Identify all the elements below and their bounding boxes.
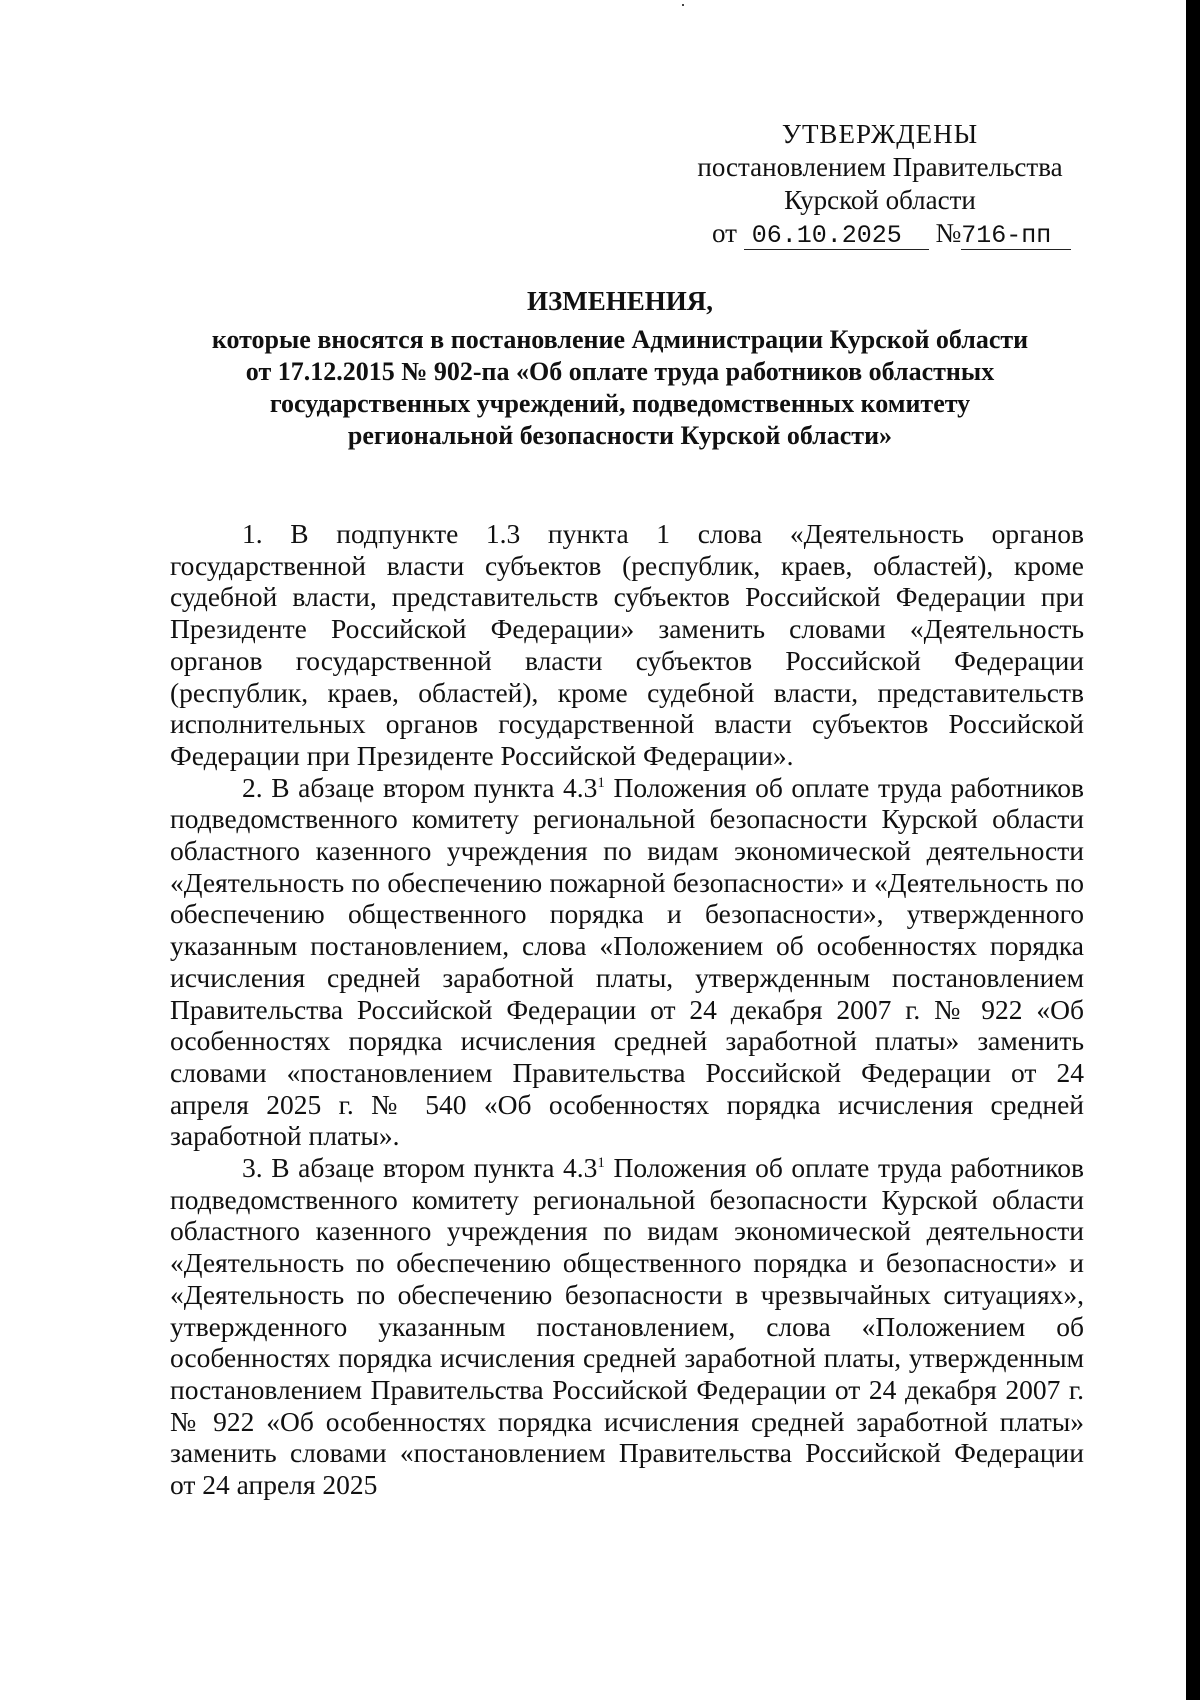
heading-title: ИЗМЕНЕНИЯ, — [526, 286, 713, 316]
paragraph-2-rest: Положения об оплате труда работников подведомственного комитету региональной безопасности Курской области областного казенного учреждения по видам экономической деятельности «Деятельность по обеспечению пожарной безопасности» и «Деятельность по обеспечению общественного порядка и безопасности», утвержденного указанным постановлением, слова «Положением об особенностях порядка исчисления средней заработной платы, утвержденным постановлением Правительства Российской Федерации от 24 декабря 2007 г. № 922 «Об особенностях порядка исчисления средней заработной платы» заменить словами «постановлением Правительства Российской Федерации от 24 апреля 2025 г. № 540 «Об особенностях порядка исчисления средней заработной платы». — [170, 771, 1084, 1152]
date-prefix: от — [712, 218, 737, 248]
paragraph-2-start: 2. В абзаце втором пункта 4.3 — [242, 771, 598, 803]
heading-line-3: государственных учреждений, подведомственных комитету — [269, 389, 971, 418]
approval-date-line — [660, 217, 1100, 250]
approval-title: УТВЕРЖДЕНЫ — [781, 119, 979, 149]
approval-date: 06.10.2025 — [744, 223, 929, 250]
approval-stamp — [660, 118, 1100, 250]
scan-speck — [682, 4, 684, 6]
approval-line-2: Курской области — [784, 185, 976, 215]
document-heading — [150, 285, 1090, 452]
superscript: 1 — [597, 1154, 605, 1171]
number-prefix: № — [935, 218, 962, 248]
heading-line-4: региональной безопасности Курской области» — [347, 421, 893, 450]
approval-line-1: постановлением Правительства — [697, 152, 1063, 182]
paragraph-3 — [170, 1152, 1084, 1501]
heading-line-1: которые вносятся в постановление Администрации Курской области — [211, 325, 1029, 354]
paragraph-2 — [170, 772, 1084, 1152]
approval-number: 716-пп — [961, 223, 1071, 250]
document-body — [170, 518, 1084, 1501]
heading-line-2: от 17.12.2015 № 902-па «Об оплате труда работников областных — [245, 357, 995, 386]
paragraph-1: 1. В подпункте 1.3 пункта 1 слова «Деятельность органов государственной власти субъектов (республик, краев, областей), кроме судебной власти, представительств субъектов Российской Федерации при Президенте Российской Федерации» заменить словами «Деятельность органов государственной власти субъектов Российской Федерации (республик, краев, областей), кроме судебной власти, представительств исполнительных органов государственной власти субъектов Российской Федерации при Президенте Российской Федерации». — [170, 518, 1084, 771]
paragraph-3-start: 3. В абзаце втором пункта 4.3 — [242, 1152, 598, 1184]
superscript: 1 — [597, 774, 605, 791]
paragraph-3-rest: Положения об оплате труда работников подведомственного комитету региональной безопасности Курской области областного казенного учреждения по видам экономической деятельности «Деятельность по обеспечению общественного порядка и безопасности» и «Деятельность по обеспечению безопасности в чрезвычайных ситуациях», утвержденного указанным постановлением, слова «Положением об особенностях порядка исчисления средней заработной платы, утвержденным постановлением Правительства Российской Федерации от 24 декабря 2007 г. № 922 «Об особенностях порядка исчисления средней заработной платы» заменить словами «постановлением Правительства Российской Федерации от 24 апреля 2025 — [170, 1152, 1084, 1501]
